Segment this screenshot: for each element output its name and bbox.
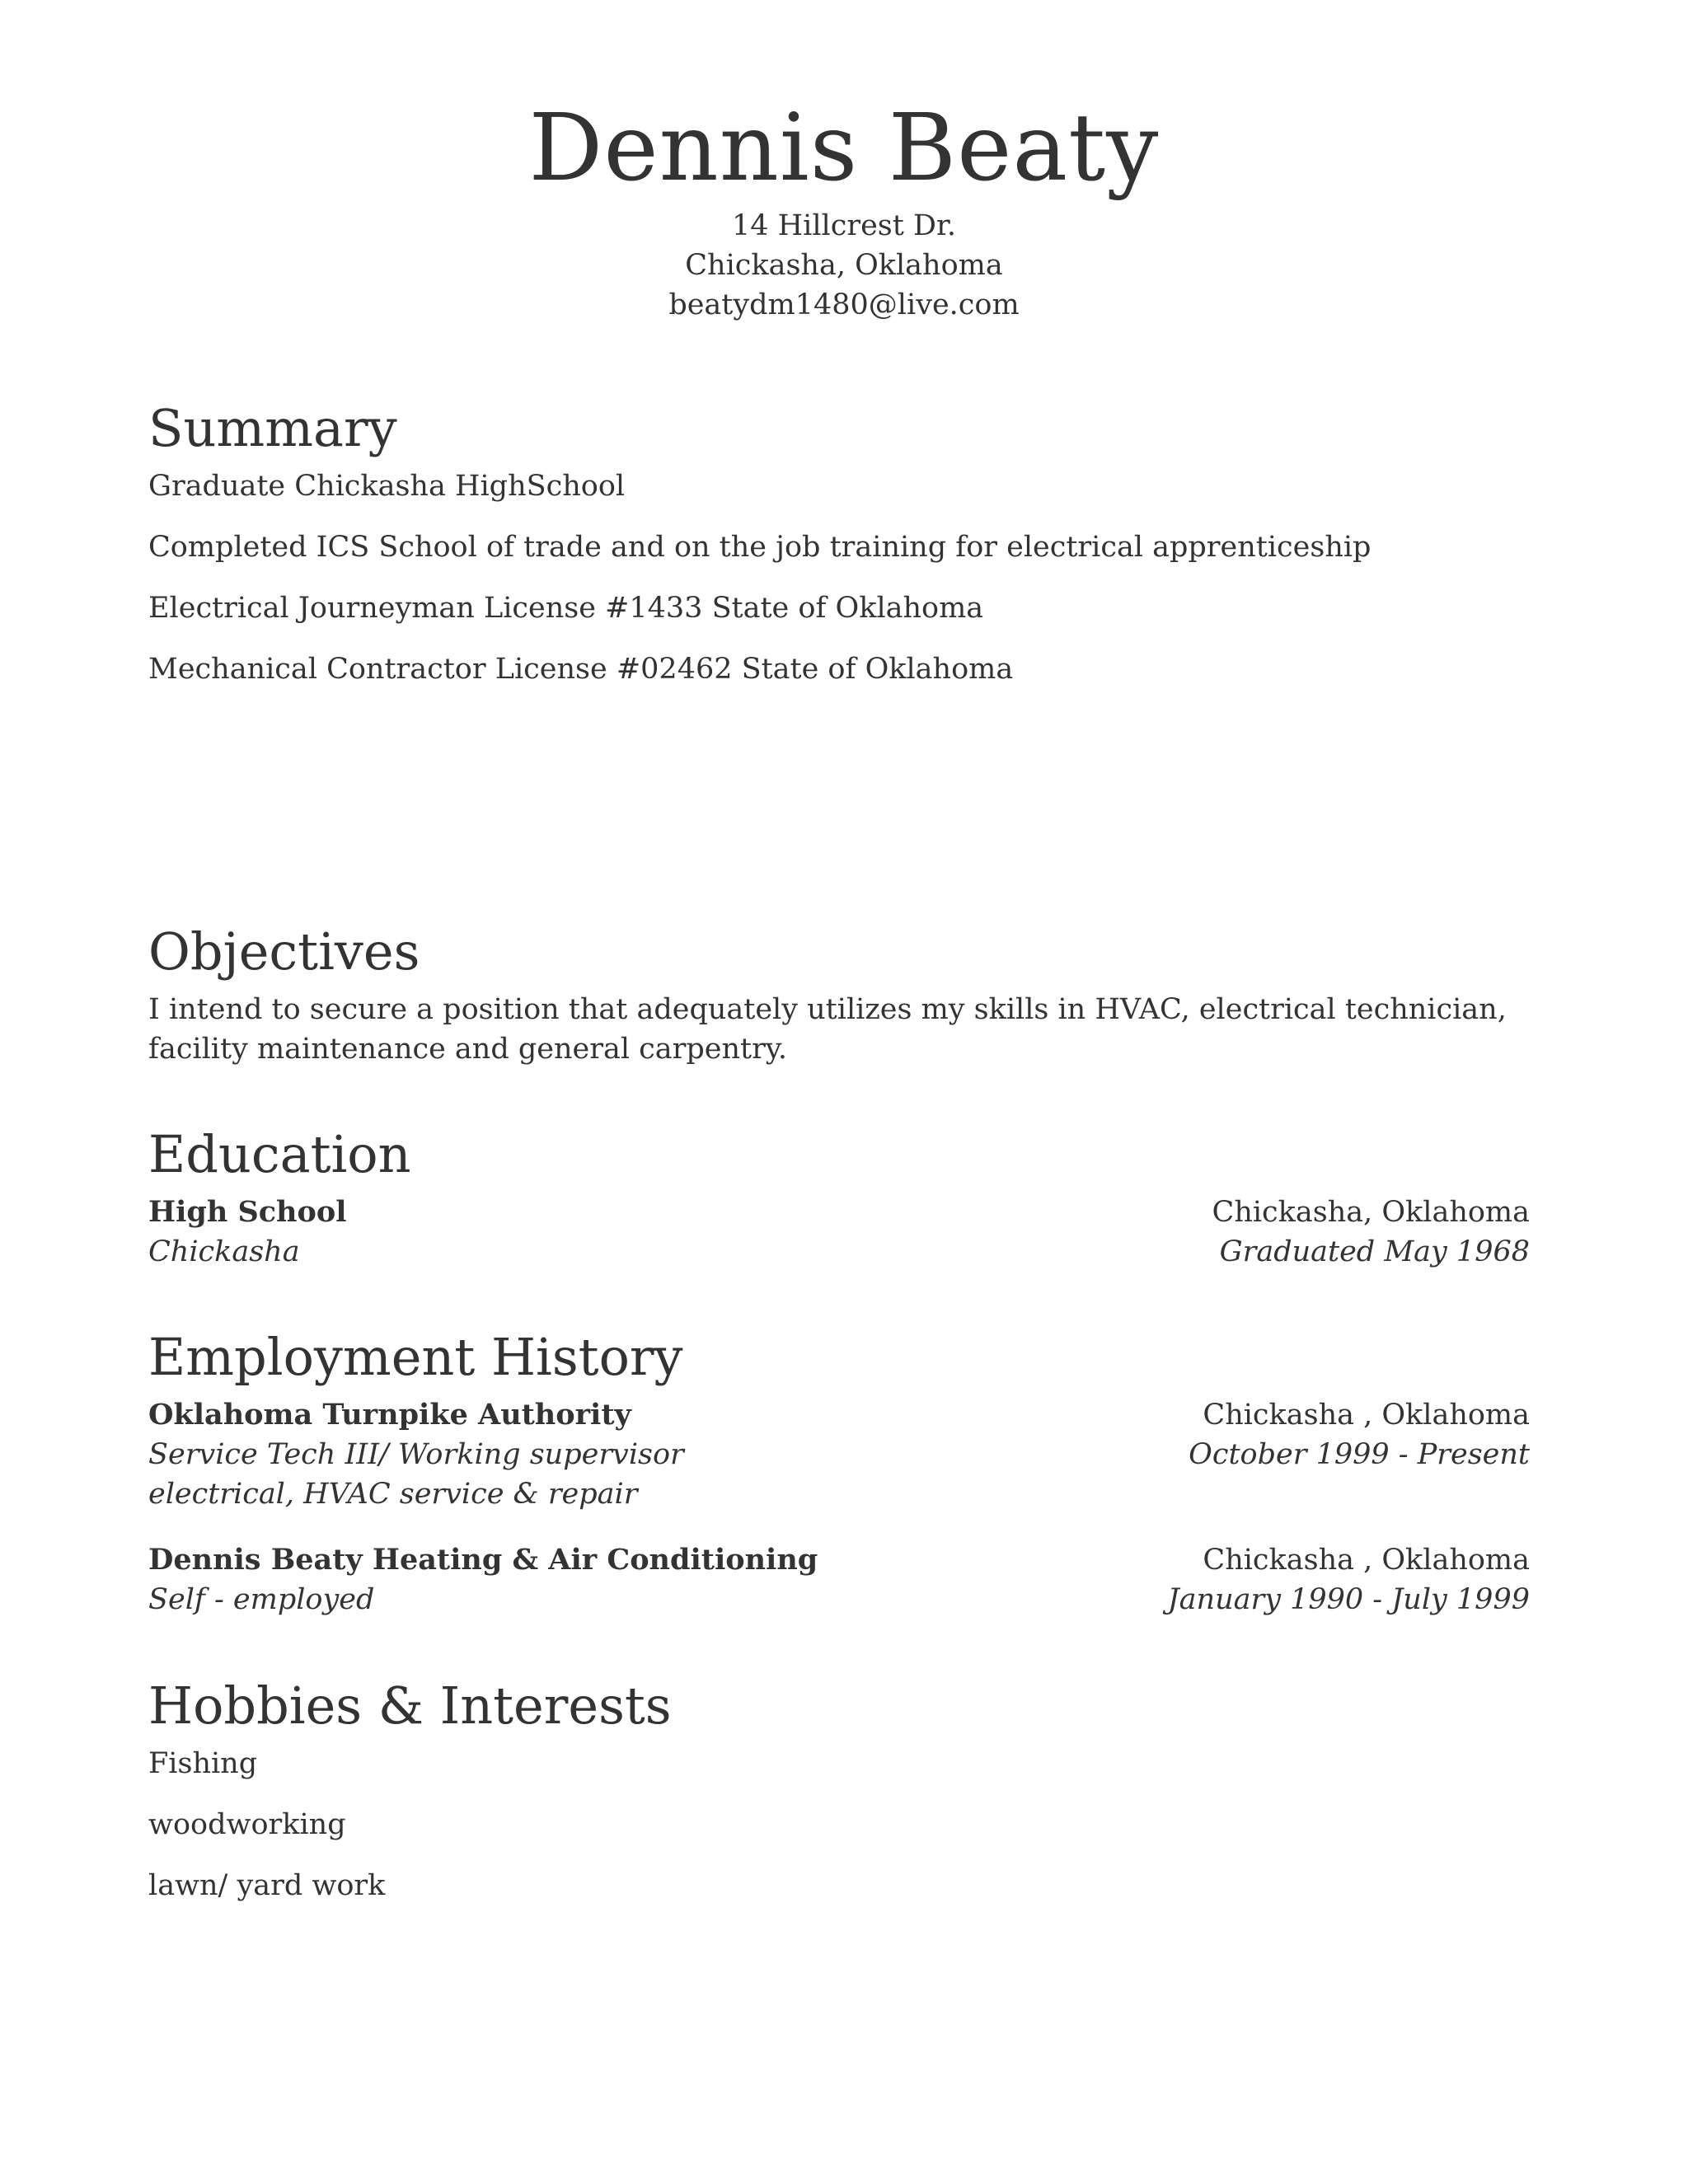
employment-entry	[148, 1395, 1530, 1514]
resume-header	[0, 91, 1688, 325]
summary-title: Summary	[148, 398, 397, 458]
hobbies-title: Hobbies & Interests	[148, 1675, 672, 1736]
employer-name: Dennis Beaty Heating & Air Conditioning	[148, 1543, 818, 1577]
address-line: 14 Hillcrest Dr.	[731, 209, 957, 242]
summary-item: Completed ICS School of trade and on the job training for electrical apprenticeship	[148, 531, 1372, 564]
email-line: beatydm1480@live.com	[668, 288, 1020, 321]
summary-section	[148, 396, 1530, 710]
employer-location: Chickasha , Oklahoma	[1203, 1399, 1530, 1432]
objectives-section	[148, 919, 1530, 1090]
education-title: Education	[148, 1124, 411, 1184]
candidate-name: Dennis Beaty	[528, 95, 1160, 202]
job-title: Service Tech III/ Working supervisor electrical, HVAC service & repair	[148, 1438, 684, 1511]
employment-dates: January 1990 - July 1999	[1167, 1583, 1530, 1616]
school-location: Chickasha, Oklahoma	[1212, 1196, 1530, 1229]
employment-section	[148, 1324, 1530, 1646]
summary-item: Graduate Chickasha HighSchool	[148, 470, 626, 503]
summary-item: Mechanical Contractor License #02462 State of Oklahoma	[148, 653, 1014, 686]
hobby-item: lawn/ yard work	[148, 1869, 386, 1902]
job-title: Self - employed	[148, 1583, 375, 1616]
summary-item: Electrical Journeyman License #1433 State of Oklahoma	[148, 592, 984, 625]
employer-name: Oklahoma Turnpike Authority	[148, 1398, 631, 1432]
school-name: High School	[148, 1195, 347, 1229]
employment-title: Employment History	[148, 1327, 683, 1387]
school-detail: Chickasha	[148, 1235, 300, 1268]
education-entry	[148, 1193, 1530, 1272]
hobbies-section	[148, 1673, 1530, 1927]
employer-location: Chickasha , Oklahoma	[1203, 1544, 1530, 1577]
employment-entry	[148, 1540, 1530, 1619]
objectives-title: Objectives	[148, 921, 420, 982]
objectives-text: I intend to secure a position that adequately utilizes my skills in HVAC, electrical technician, facility maintenance and general carpentry.	[148, 993, 1507, 1066]
school-date: Graduated May 1968	[1219, 1235, 1530, 1268]
hobby-item: woodworking	[148, 1808, 346, 1841]
hobby-item: Fishing	[148, 1747, 258, 1780]
city-line: Chickasha, Oklahoma	[685, 249, 1003, 282]
employment-dates: October 1999 - Present	[1189, 1438, 1530, 1471]
education-section	[148, 1122, 1530, 1298]
